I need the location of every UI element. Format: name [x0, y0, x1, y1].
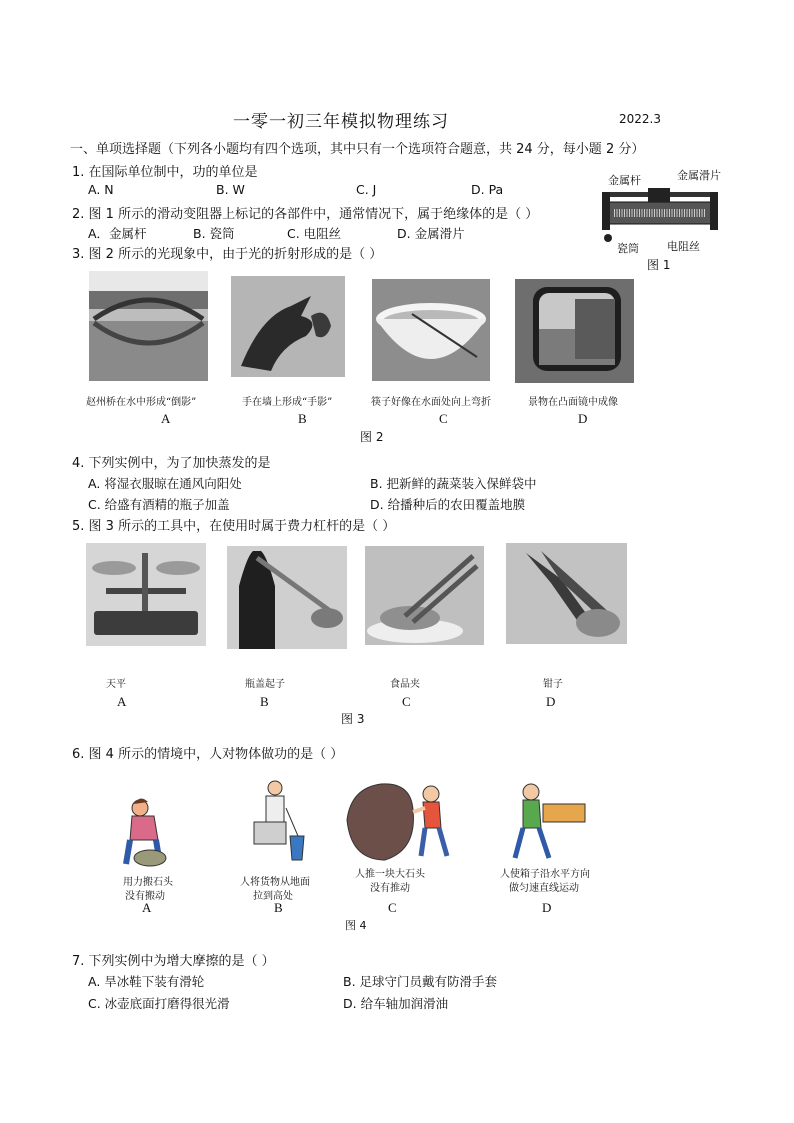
figure-3-letter-a: A — [117, 694, 127, 709]
question-7-option-b: B. 足球守门员戴有防滑手套 — [343, 974, 498, 989]
figure-4-caption-a-line1: 用力搬石头 — [123, 877, 173, 888]
question-4-option-d: D. 给播种后的农田覆盖地膜 — [370, 497, 526, 512]
question-7-option-d: D. 给车轴加润滑油 — [343, 996, 449, 1011]
question-7-option-a: A. 旱冰鞋下装有滑轮 — [88, 974, 205, 989]
figure-4-letter-c: C — [388, 900, 397, 915]
question-2-stem: 2. 图 1 所示的滑动变阻器上标记的各部件中，通常情况下，属于绝缘体的是（ ） — [72, 207, 539, 222]
figure-2-caption-c: 筷子好像在水面处向上弯折 — [371, 397, 491, 408]
photo-chopsticks-in-water — [372, 279, 490, 381]
question-4-option-b: B. 把新鲜的蔬菜装入保鲜袋中 — [370, 476, 537, 491]
figure-2-caption-d: 景物在凸面镜中成像 — [528, 397, 618, 408]
photo-hand-shadow — [231, 276, 345, 377]
figure-3-caption-b: 瓶盖起子 — [245, 679, 285, 690]
figure-3-caption-d: 钳子 — [543, 679, 563, 690]
figure-2-letter-a: A — [161, 411, 171, 426]
figure-4-caption-b-line1: 人将货物从地面 — [240, 877, 310, 888]
question-4-option-a: A. 将湿衣服晾在通风向阳处 — [88, 476, 242, 491]
question-1-option-b: B. W — [216, 182, 245, 197]
photo-bridge-reflection — [89, 271, 208, 381]
figure-4-letter-d: D — [542, 900, 552, 915]
figure-4-caption-c-line1: 人推一块大石头 — [355, 869, 425, 880]
figure-1-label-wire: 电阻丝 — [667, 240, 700, 253]
figure-1-label-slider: 金属滑片 — [677, 169, 721, 182]
section-heading: 一、单项选择题（下列各小题均有四个选项，其中只有一个选项符合题意，共 24 分，每小题 2 分） — [70, 142, 645, 157]
figure-4-letter-b: B — [274, 900, 283, 915]
figure-1-label-rod: 金属杆 — [608, 174, 641, 187]
drawing-carrying-box — [505, 778, 615, 863]
question-3-stem: 3. 图 2 所示的光现象中，由于光的折射形成的是（ ） — [72, 247, 383, 262]
question-4-stem: 4. 下列实例中，为了加快蒸发的是 — [72, 456, 271, 471]
figure-3-letter-d: D — [546, 694, 556, 709]
photo-balance-scale — [86, 543, 206, 646]
drawing-pulling-goods — [250, 778, 310, 868]
question-2-option-c: C. 电阻丝 — [287, 226, 342, 241]
photo-food-tongs — [365, 546, 484, 645]
exam-date: 2022.3 — [619, 112, 661, 126]
question-1-stem: 1. 在国际单位制中，功的单位是 — [72, 165, 258, 180]
figure-2-caption-a: 赵州桥在水中形成“倒影” — [86, 397, 197, 408]
question-4-option-c: C. 给盛有酒精的瓶子加盖 — [88, 497, 230, 512]
figure-3-caption: 图 3 — [341, 712, 365, 726]
figure-2-letter-d: D — [578, 411, 588, 426]
question-5-stem: 5. 图 3 所示的工具中，在使用时属于费力杠杆的是（ ） — [72, 519, 396, 534]
figure-4-caption-d-line2: 做匀速直线运动 — [509, 883, 579, 894]
photo-convex-mirror — [515, 279, 634, 383]
figure-3-caption-a: 天平 — [106, 679, 126, 690]
question-1-option-d: D. Pa — [471, 182, 504, 197]
question-7-option-c: C. 冰壶底面打磨得很光滑 — [88, 996, 230, 1011]
figure-4-caption-b-line2: 拉到高处 — [253, 891, 293, 902]
question-1-option-c: C. J — [356, 182, 377, 197]
figure-2-letter-b: B — [298, 411, 307, 426]
photo-pliers — [506, 543, 627, 644]
question-2-option-b: B. 瓷筒 — [193, 226, 235, 241]
figure-2-letter-c: C — [439, 411, 448, 426]
figure-4-letter-a: A — [142, 900, 152, 915]
figure-2-caption-b: 手在墙上形成“手影” — [242, 397, 333, 408]
figure-3-caption-c: 食品夹 — [390, 679, 420, 690]
question-6-stem: 6. 图 4 所示的情境中，人对物体做功的是（ ） — [72, 747, 344, 762]
photo-bottle-opener — [227, 546, 347, 649]
figure-4-caption-d-line1: 人使箱子沿水平方向 — [500, 869, 590, 880]
question-2-option-a: A．金属杆 — [88, 226, 147, 241]
figure-3-letter-c: C — [402, 694, 411, 709]
page-title: 一零一初三年模拟物理练习 — [233, 112, 449, 132]
figure-1-label-porcelain: 瓷筒 — [617, 242, 639, 255]
figure-4-caption-a-line2: 没有搬动 — [125, 891, 165, 902]
question-7-stem: 7. 下列实例中为增大摩擦的是（ ） — [72, 954, 275, 969]
question-1-option-a: A. N — [88, 182, 114, 197]
figure-4-caption: 图 4 — [345, 919, 367, 932]
figure-3-letter-b: B — [260, 694, 269, 709]
figure-2-caption: 图 2 — [360, 430, 384, 444]
figure-4-caption-c-line2: 没有推动 — [370, 883, 410, 894]
drawing-lifting-rock — [110, 790, 180, 870]
question-2-option-d: D. 金属滑片 — [397, 226, 465, 241]
drawing-pushing-rock — [341, 780, 461, 865]
figure-1-caption: 图 1 — [647, 258, 671, 272]
